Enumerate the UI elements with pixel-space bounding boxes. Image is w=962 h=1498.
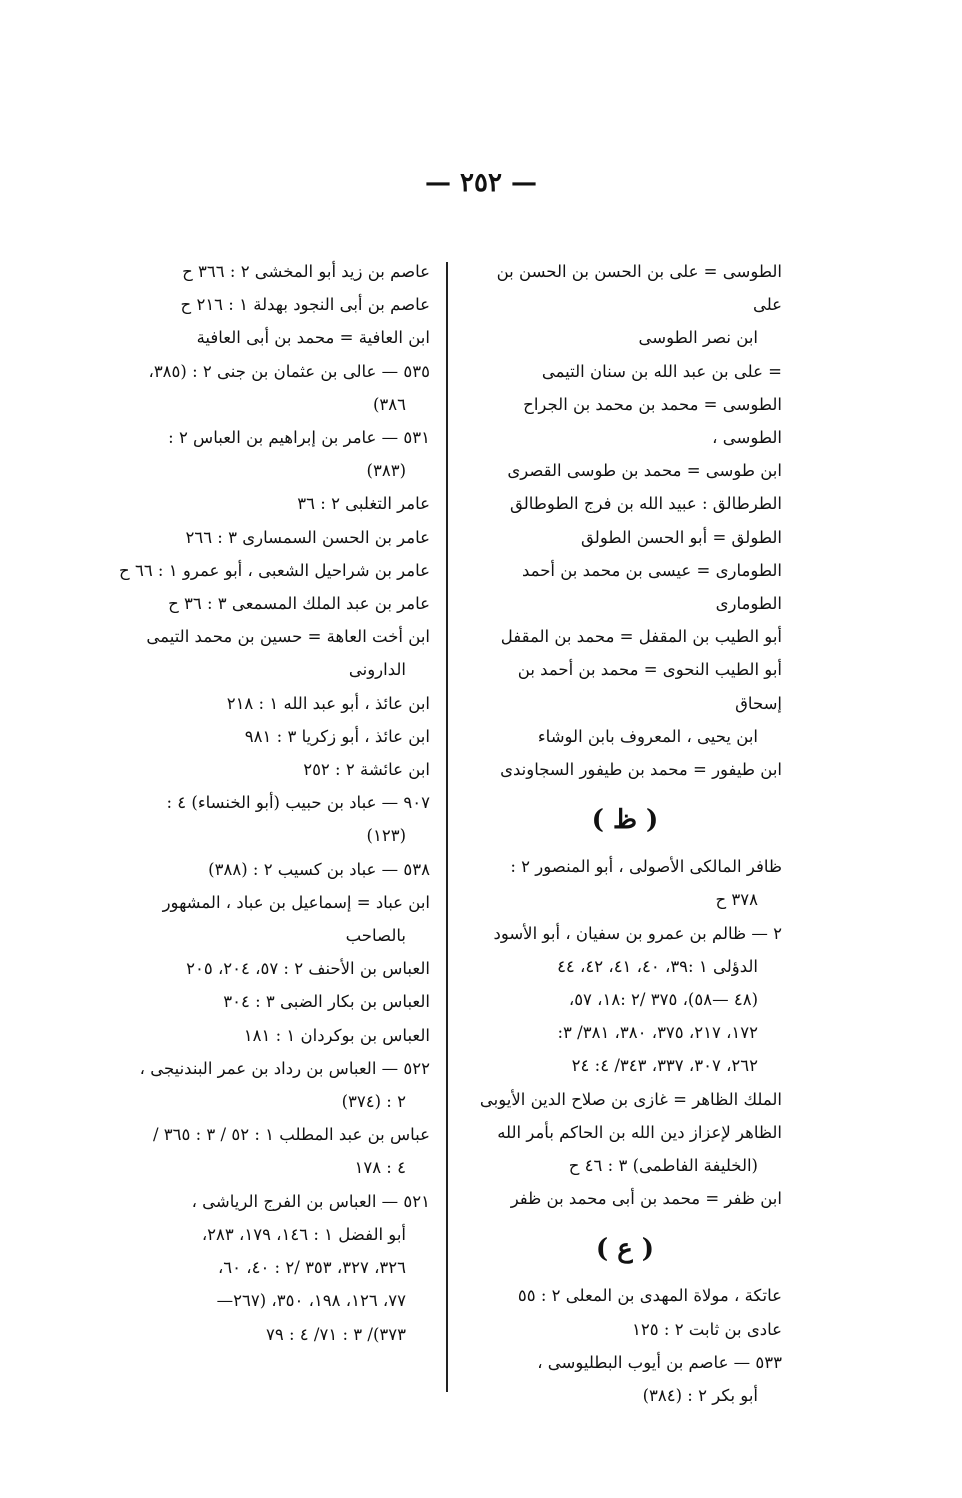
index-entry [468,388,782,454]
column-divider [446,262,448,1392]
entry-line: عامر بن الحسن السمسارى ٣ : ٢٦٦ [185,527,430,547]
entry-line: ابن العافية = محمد بن أبى العافية [196,328,430,348]
entry-continuation-line: ٤ : ١٧٨ [354,1158,406,1178]
entry-line: ٥٣١ — عامر بن إبراهيم بن العباس ٢ : [168,428,430,448]
entry-line: عامر بن عبد الملك المسمعى ٣ : ٣٦ ح [168,594,430,614]
entry-line: ابن عباد = إسماعيل بن عباد ، المشهور [162,892,430,912]
index-entry [118,421,430,487]
index-entry [118,620,430,686]
entry-line: ابن طوسى = محمد بن طوسى القصرى [507,461,782,481]
entry-line: ٩٠٧ — عباد بن حبيب (أبو الخنساء) ٤ : [166,793,430,813]
index-entry [118,952,430,985]
entry-continuation-line: (الخليفة الفاطمى) ٣ : ٤٦ ح [568,1156,758,1176]
page-number: — ٢٥٢ — [424,168,538,198]
entry-continuation-line: (٤٨ —٥٨)، ٣٧٥ /٢ :١٨، ٥٧، [568,990,758,1010]
entry-line: عباس بن عبد المطلب ١ : ٥٢ / ٣ : ٣٦٥ / [152,1125,430,1145]
entry-line: الطوسى = محمد بن محمد بن الجراح الطوسى ، [523,394,782,448]
entry-line: ٥٣٥ — عالى بن عثمان بن جنى ٢ : (٣٨٥، [148,361,430,381]
index-entry [118,786,430,852]
entry-line: الطولق = أبو الحسن الطولق [581,527,782,547]
index-entry [118,720,430,753]
entry-continuation-line: ٣٧٨ ح [715,890,758,910]
entry-line: ابن عائذ ، أبو عبد الله ١ : ٢١٨ [226,693,430,713]
entry-line: ٥٣٨ — عباد بن كسيب ٢ : (٣٨٨) [208,859,430,879]
index-entry [118,1118,430,1184]
index-entry [468,487,782,520]
index-entry [468,1182,782,1215]
index-entry [118,487,430,520]
entry-line: العباس بن بكار الضبى ٣ : ٣٠٤ [223,992,430,1012]
index-entry [118,255,430,288]
index-entry [468,653,782,753]
index-entry [118,521,430,554]
index-entry [468,753,782,786]
index-entry [118,886,430,952]
index-entry [118,1185,430,1351]
index-entry [468,1279,782,1312]
entry-line: الطرطالق : عبيد الله بن فرج الطوطالق [509,494,782,514]
index-entry [118,321,430,354]
index-entry [118,853,430,886]
index-entry [468,917,782,1083]
index-entry [468,355,782,388]
index-entry [468,1313,782,1346]
entry-continuation-line: ابن نصر الطوسى [638,328,758,348]
right-column [468,255,782,1412]
index-entry [468,1116,782,1182]
right-entries-group-2 [468,850,782,1215]
index-entry [468,521,782,554]
entry-continuation-line: بالصاحب [345,926,406,946]
section-heading-zah: ( ظ ) [591,805,659,836]
index-entry [118,985,430,1018]
index-entry [468,554,782,620]
entry-line: ٥٢١ — العباس بن الفرج الرياشى ، [191,1191,430,1211]
entry-line: عامر بن شراحيل الشعبى ، أبو عمرو ١ : ٦٦ ح [119,560,430,580]
entry-line: العباس بن الأحنف ٢ : ٥٧، ٢٠٤، ٢٠٥ [186,959,430,979]
left-entries-group [118,255,430,1351]
entry-line: عاتكة ، مولاة المهدى بن المعلى ٢ : ٥٥ [517,1286,782,1306]
entry-continuation-line: (١٢٣) [366,826,406,846]
index-entry [118,687,430,720]
right-entries-group-3 [468,1279,782,1412]
index-entry [468,850,782,916]
entry-continuation-line: أبو بكر ٢ : (٣٨٤) [642,1386,758,1406]
entry-line: ابن عائذ ، أبو زكريا ٣ : ٩٨١ [244,726,430,746]
entry-line: الطومارى = عيسى بن محمد بن أحمد الطومارى [522,560,782,614]
entry-continuation-line: ابن يحيى ، المعروف بابن الوشاء [537,726,758,746]
entry-line: ابن عائشة ٢ : ٢٥٢ [303,760,430,780]
entry-line: ٥٢٢ — العباس بن رداد بن عمر البندنيجى ، [139,1058,430,1078]
index-entry [468,620,782,653]
entry-line: = على بن عبد الله بن سنان التيمى [541,361,782,381]
index-entry [468,1346,782,1412]
entry-line: ٢ — ظالم بن عمرو بن سفيان ، أبو الأسود [493,923,782,943]
index-entry [118,1019,430,1052]
index-entry [118,1052,430,1118]
entry-line: أبو الطيب النحوى = محمد بن أحمد بن إسحاق [517,660,782,713]
right-entries-group [468,255,782,786]
entry-continuation-line: ٢٦٢، ٣٠٧، ٣٣٧، ٣٤٣/ ٤: ٢٤ [571,1056,758,1076]
index-entry [118,288,430,321]
entry-continuation-line: ٣٨٦) [372,394,406,414]
entry-line: أبو الطيب بن المقفل = محمد بن المقفل [500,627,782,647]
entry-continuation-line: ١٧٢، ٢١٧، ٣٧٥، ٣٨٠، ٣٨١/ ٣: [557,1023,758,1043]
entry-continuation-line: الدؤلى ١ :٣٩، ٤٠، ٤١، ٤٢، ٤٤ [557,956,758,976]
index-entry [468,255,782,355]
left-column [118,255,430,1351]
entry-continuation-line: ٣٧٣)/ ٣ : ٧١/ ٤ : ٧٩ [266,1324,406,1344]
entry-continuation-line: (٣٨٣) [366,461,406,481]
entry-line: ظافر المالكى الأصولى ، أبو المنصور ٢ : [510,857,782,877]
entry-line: ابن أخت العاهة = حسين بن محمد التيمى [146,627,430,647]
index-entry [118,587,430,620]
entry-continuation-line: ٧٧، ١٢٦، ١٩٨، ٣٥٠، (٢٦٧— [216,1291,406,1311]
entry-line: العباس بن بوكردان ١ : ١٨١ [243,1025,430,1045]
entry-line: الطوسى = على بن الحسن بن الحسن بن على [496,262,782,315]
entry-line: عاصم بن أبى النجود بهدلة ١ : ٢١٦ ح [180,295,430,315]
entry-continuation-line: ٣٢٦، ٣٢٧، ٣٥٣ /٢ : ٤٠، ٦٠، [217,1258,406,1278]
entry-line: عامر التغلبى ٢ : ٣٦ [297,494,430,514]
entry-line: عادى بن ثابت ٢ : ١٢٥ [632,1319,782,1339]
entry-continuation-line: ٢ : (٣٧٤) [341,1092,406,1112]
index-entry [118,355,430,421]
entry-line: ٥٣٣ — عاصم بن أيوب البطليوسى ، [537,1352,782,1372]
index-entry [118,554,430,587]
entry-line: عاصم بن زيد أبو المخشى ٢ : ٣٦٦ ح [182,262,430,281]
entry-line: الظاهر لإعزاز دين الله بن الحاكم بأمر الله [497,1122,782,1142]
entry-continuation-line: أبو الفضل ١ : ١٤٦، ١٧٩، ٢٨٣، [201,1224,406,1244]
entry-line: ابن ظفر = محمد بن أبى محمد بن ظفر [510,1189,782,1209]
entry-continuation-line: الدارونى [348,660,406,680]
index-entry [118,753,430,786]
section-heading-ain: ( ع ) [595,1234,655,1265]
index-entry [468,1083,782,1116]
index-entry [468,454,782,487]
entry-line: الملك الظاهر = غازى بن صلاح الدين الأيوبى [479,1089,782,1109]
entry-line: ابن طيفور = محمد بن طيفور السجاوندى [500,760,782,780]
